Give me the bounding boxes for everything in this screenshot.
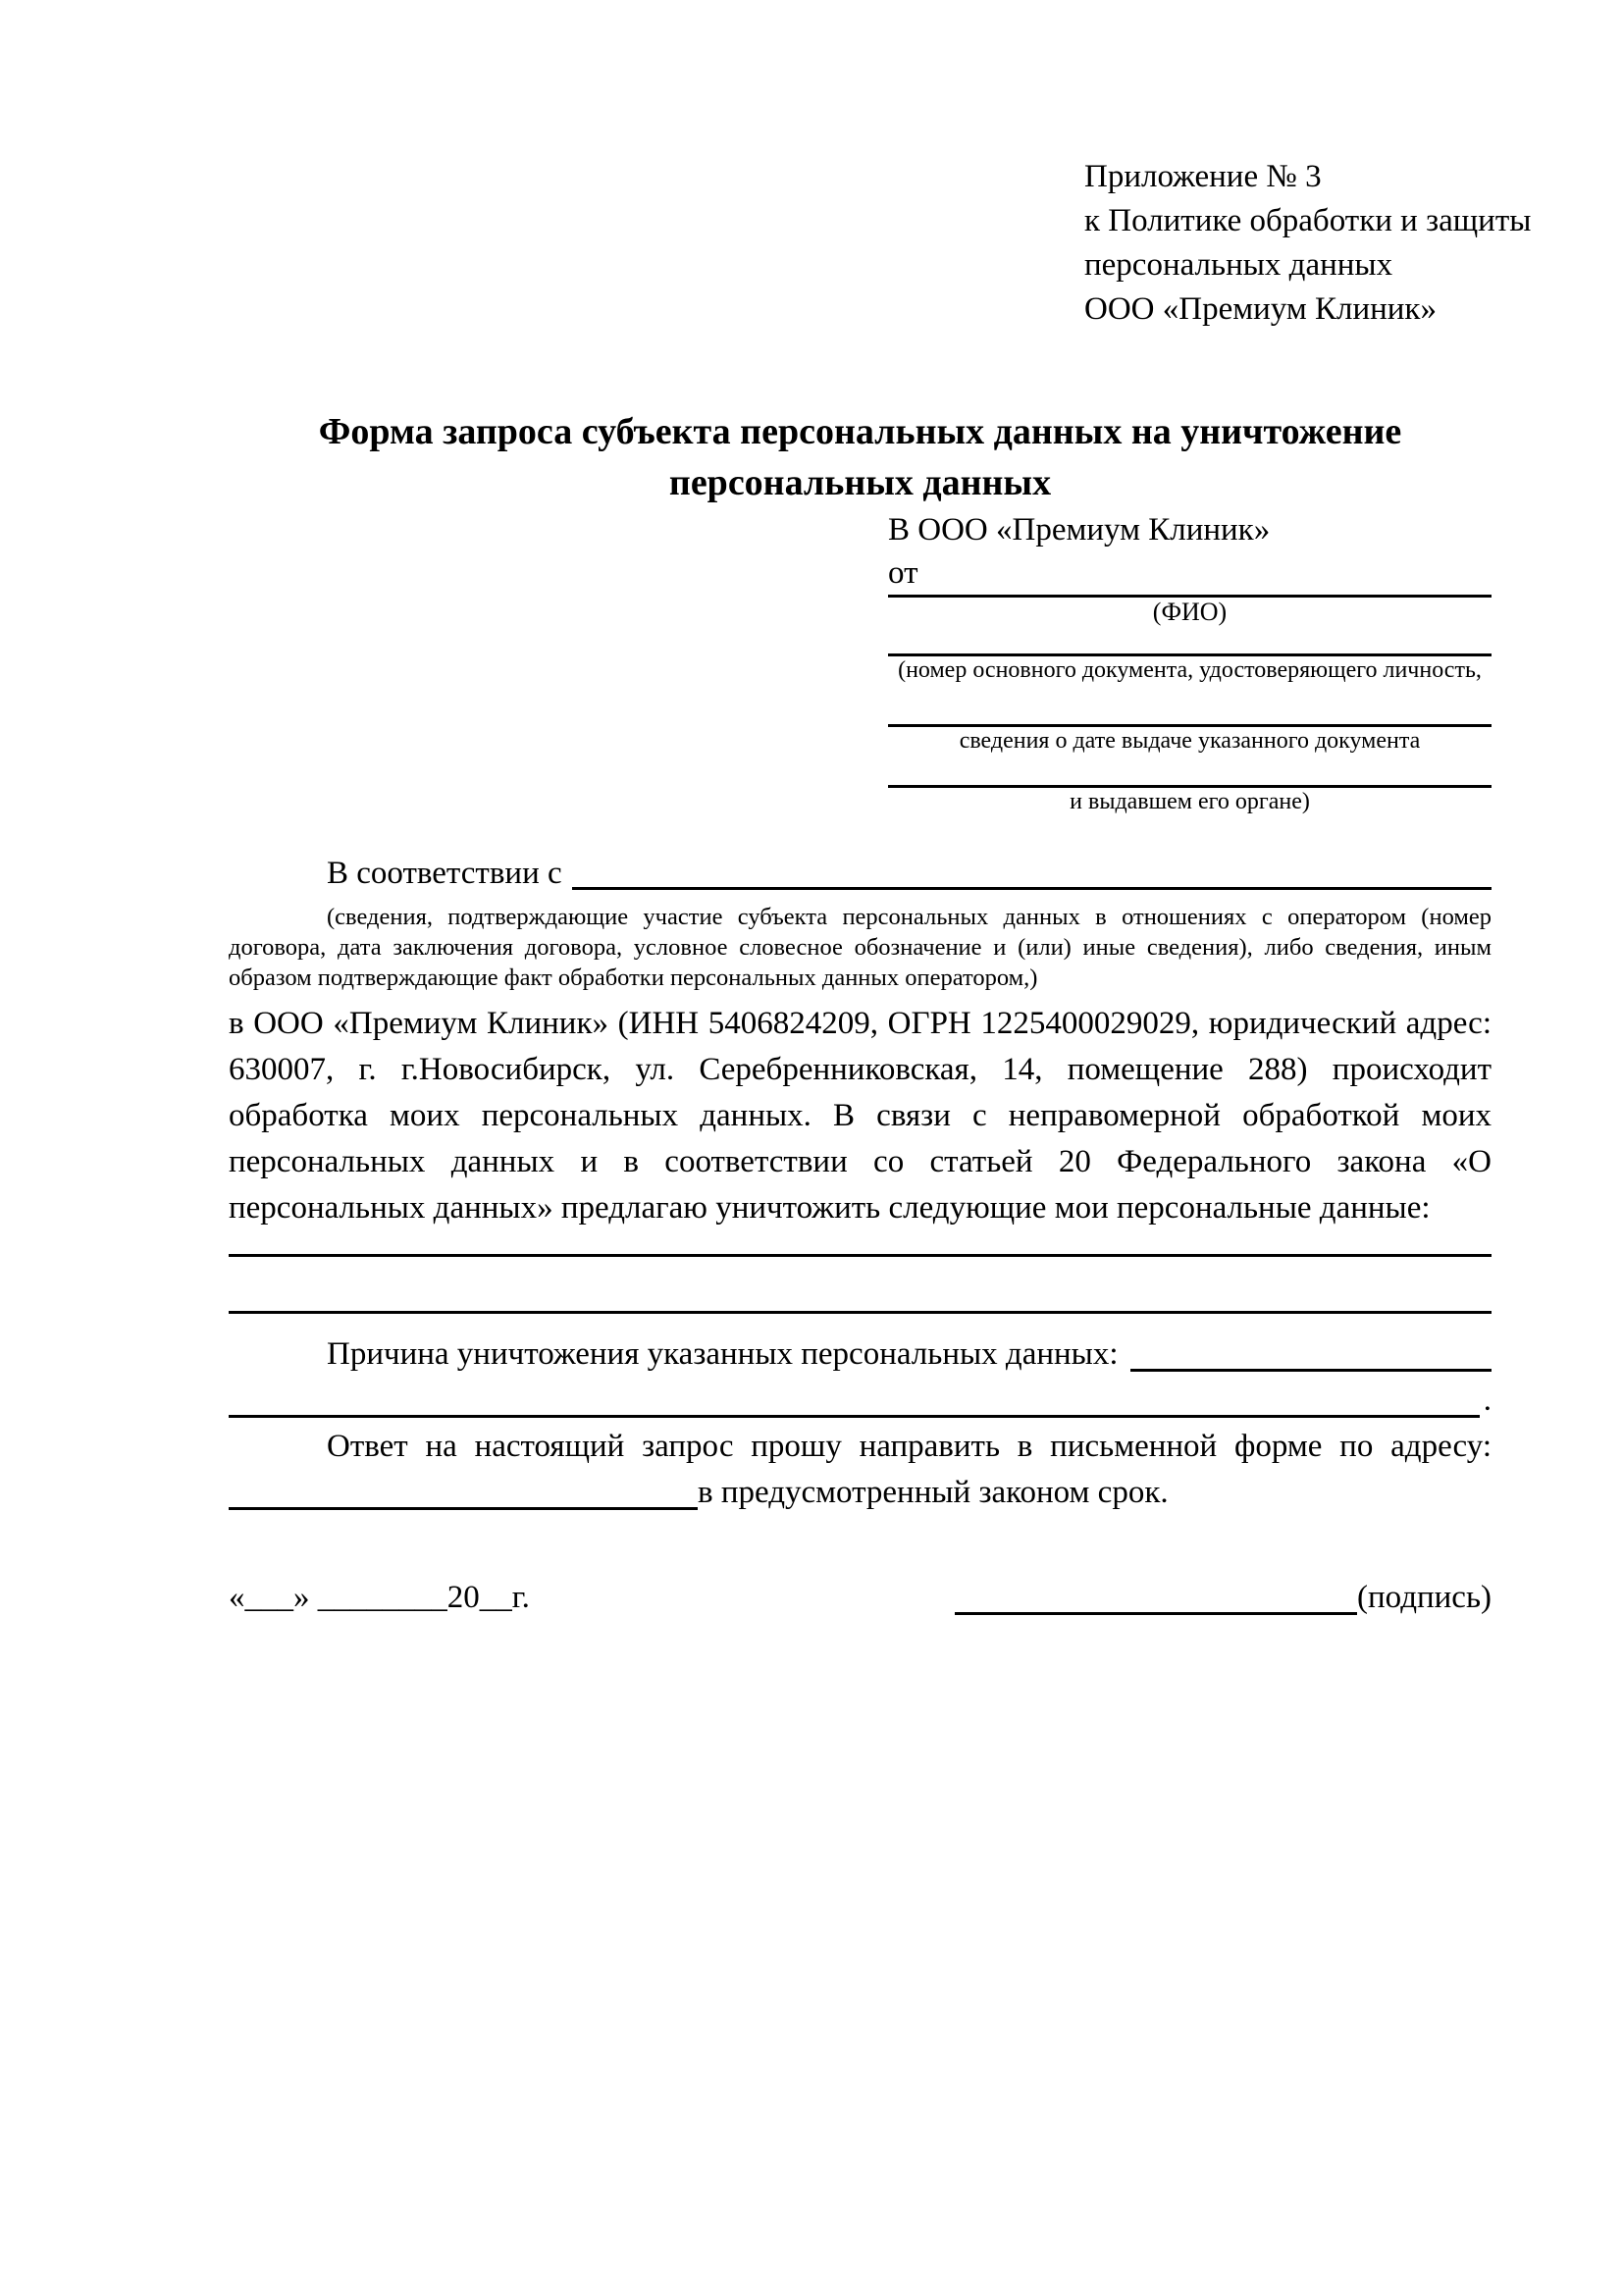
answer-request-tail: в предусмотренный законом срок. bbox=[698, 1475, 1169, 1510]
appendix-note-line: ООО «Премиум Клиник» bbox=[1084, 291, 1437, 327]
reason-blank-line-2 bbox=[229, 1378, 1492, 1424]
doc-issuer-blank-field bbox=[888, 755, 1492, 788]
address-blank-field bbox=[229, 1470, 698, 1510]
accordance-blank-field bbox=[572, 851, 1492, 890]
doc-date-caption: сведения о дате выдаче указанного документа bbox=[959, 728, 1421, 754]
doc-number-caption: (номер основного документа, удостоверяющего личность, bbox=[898, 657, 1482, 683]
personal-data-blank-line-1 bbox=[229, 1231, 1492, 1257]
personal-data-blank-line-2 bbox=[229, 1257, 1492, 1314]
document-title bbox=[229, 406, 1492, 508]
answer-request-sentence: Ответ на настоящий запрос прошу направить в письменной форме по адресу: bbox=[327, 1429, 1492, 1464]
fio-caption: (ФИО) bbox=[1152, 598, 1228, 626]
addressee-to-line: В ООО «Премиум Клиник» bbox=[888, 512, 1271, 548]
doc-issuer-caption: и выдавшем его органе) bbox=[1070, 789, 1310, 814]
answer-row-spacer bbox=[1169, 1470, 1492, 1516]
doc-number-blank-field bbox=[888, 627, 1492, 656]
appendix-note-line: Приложение № 3 bbox=[1084, 159, 1322, 194]
appendix-note-line: к Политике обработки и защиты bbox=[1084, 203, 1532, 238]
reason-blank-field-2 bbox=[229, 1378, 1480, 1418]
reason-blank-field bbox=[1130, 1331, 1492, 1372]
date-blank: «___» ________20__г. bbox=[229, 1580, 530, 1615]
signature-blank-field bbox=[955, 1612, 1357, 1615]
accordance-label: В соответствии с bbox=[327, 856, 562, 891]
addressee-block bbox=[888, 508, 1492, 815]
document-title-line1: Форма запроса субъекта персональных данных на уничтожение bbox=[318, 411, 1402, 452]
doc-date-blank-field bbox=[888, 684, 1492, 727]
accordance-row bbox=[229, 851, 1492, 896]
accordance-footnote: (сведения, подтверждающие участие субъекта персональных данных в отношениях с оператором (номер договора, дата заключения договора, условное словесное обозначение и (или) иные сведения), либо сведения, иным образом подтверждающие факт обработки персональных данных оператором,) bbox=[229, 904, 1492, 991]
reason-terminator: . bbox=[1483, 1383, 1492, 1418]
reason-label: Причина уничтожения указанных персональных данных: bbox=[327, 1336, 1119, 1372]
addressee-from-label: от bbox=[888, 555, 918, 591]
document-title-line2: персональных данных bbox=[668, 462, 1052, 503]
appendix-note bbox=[1084, 155, 1532, 332]
signature-caption: (подпись) bbox=[1357, 1580, 1492, 1615]
reason-row bbox=[229, 1331, 1492, 1378]
appendix-note-line: персональных данных bbox=[1084, 247, 1393, 283]
answer-address-row bbox=[229, 1470, 1492, 1516]
main-paragraph: в ООО «Премиум Клиник» (ИНН 5406824209, ОГРН 1225400029029, юридический адрес: 630007, г. г.Новосибирск, ул. Серебренниковская, 14, помещение 288) происходит обработка моих персональных данных. В связи с неправомерной обработкой моих персональных данных и в соответствии со статьей 20 Федерального закона «О персональных данных» предлагаю уничтожить следующие мои персональные данные: bbox=[229, 1006, 1492, 1226]
signature-row bbox=[229, 1575, 1492, 1621]
